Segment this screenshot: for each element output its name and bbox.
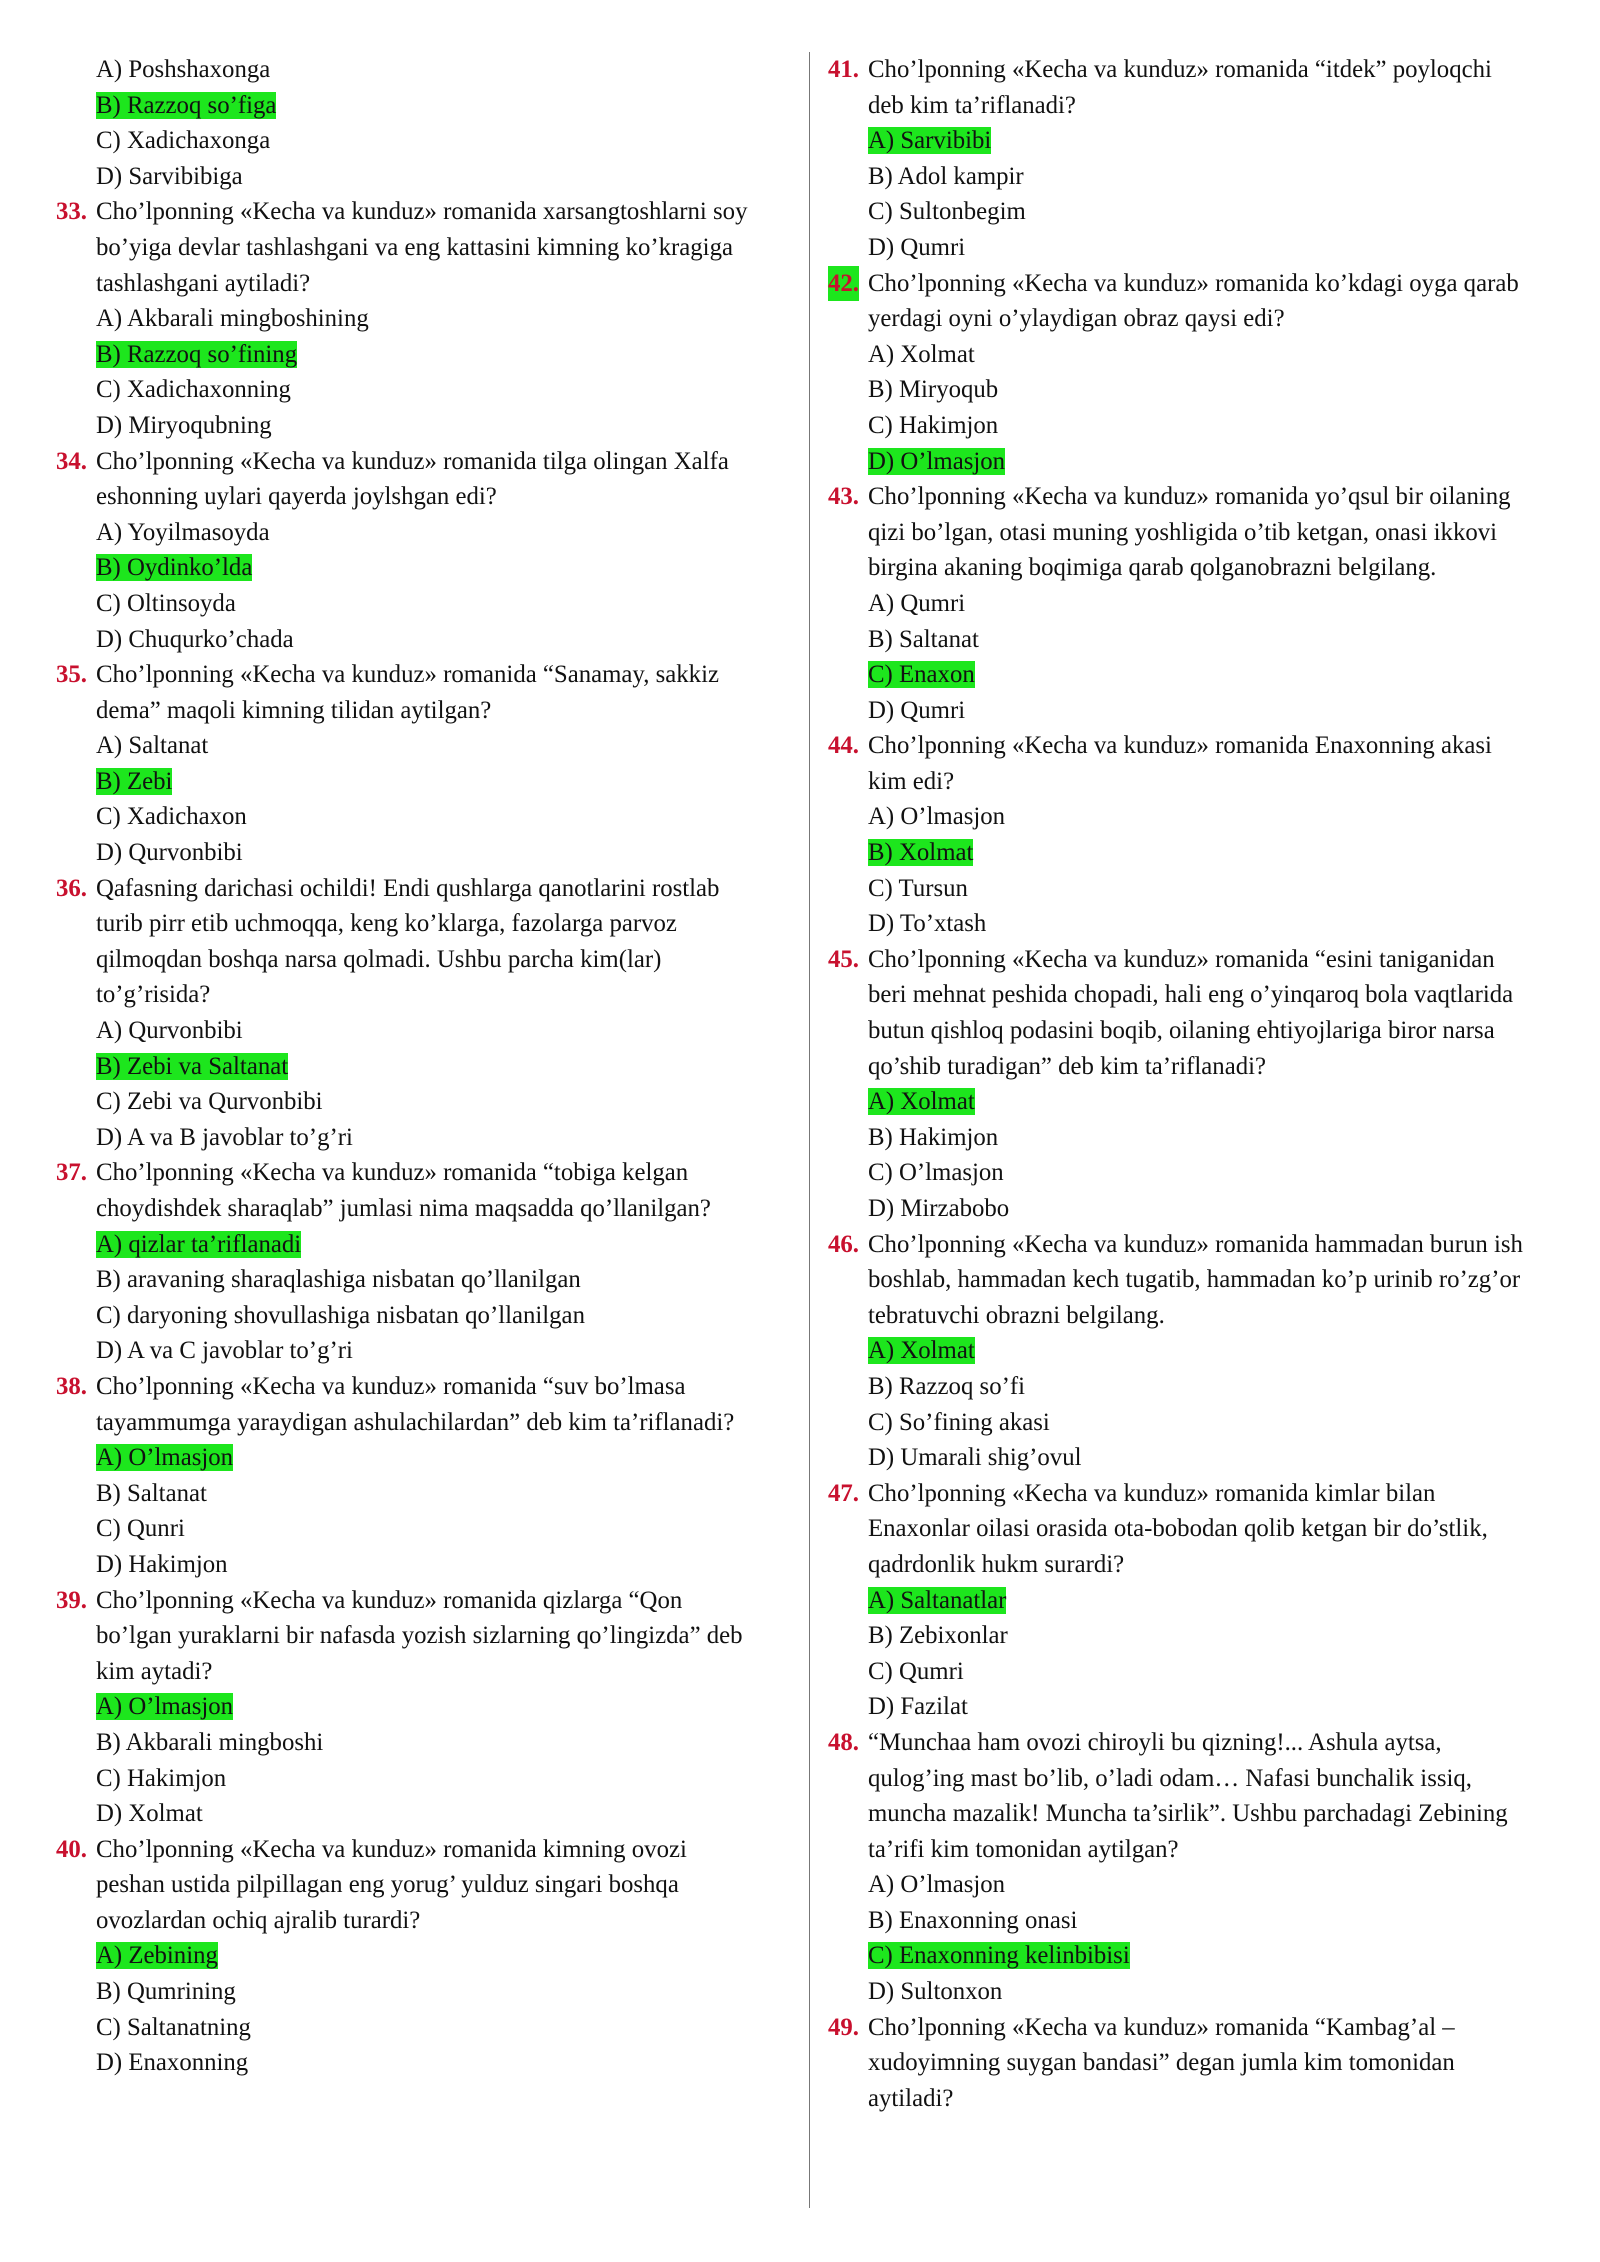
question-block [56, 444, 756, 658]
answer-option-label: D) Qurvonbibi [96, 839, 243, 867]
answer-option-label: A) Xolmat [868, 340, 975, 368]
answer-option-label: A) Yoyilmasoyda [96, 518, 270, 546]
question-block [56, 1369, 756, 1583]
answer-option-label: A) Poshshaxonga [96, 56, 271, 83]
question-block [828, 1476, 1528, 1725]
answer-option-label: D) Enaxonning [96, 2049, 249, 2077]
answer-option-correct [56, 550, 756, 586]
question-block [56, 657, 756, 871]
answer-option [828, 693, 1528, 729]
answer-option [56, 1298, 756, 1334]
question-number: 47. [828, 1479, 859, 1507]
answer-option [828, 337, 1528, 373]
question-text: Cho’lponning «Kecha va kunduz» romanida “Sanamay, sakkiz dema” maqoli kimning tilidan aytilgan? [96, 661, 719, 724]
answer-option-label: C) Hakimjon [96, 1764, 227, 1792]
answer-option [828, 906, 1528, 942]
question-number: 42. [828, 266, 859, 302]
question-text: Cho’lponning «Kecha va kunduz» romanida “itdek” poyloqchi deb kim ta’riflanadi? [868, 56, 1492, 119]
answer-option-label: B) Qumrining [96, 1978, 236, 2006]
answer-option-correct [56, 88, 756, 124]
question-number: 35. [56, 661, 87, 689]
answer-option-label: C) Xadichaxonga [96, 127, 271, 155]
right-column [828, 52, 1528, 2116]
question [56, 1155, 756, 1226]
answer-option-correct [56, 1938, 756, 1974]
answer-option-label: D) Hakimjon [96, 1550, 228, 1578]
question-number: 36. [56, 874, 87, 902]
question-block [828, 266, 1528, 480]
answer-option [828, 408, 1528, 444]
question-text: Cho’lponning «Kecha va kunduz» romanida “esini taniganidan beri mehnat peshida chopadi, hali eng o’yinqaroq bola vaqtlarida butun qishloq podasini boqib, oilaning ehtiyojlariga biror narsa qo’shib turadigan” deb kim ta’riflanadi? [868, 945, 1514, 1080]
answer-option-label: C) Oltinsoyda [96, 589, 236, 617]
answer-option-label: D) To’xtash [868, 910, 987, 938]
answer-option [56, 586, 756, 622]
answer-option-label: B) aravaning sharaqlashiga nisbatan qo’llanilgan [96, 1266, 581, 1294]
question-text: Cho’lponning «Kecha va kunduz» romanida yo’qsul bir oilaning qizi bo’lgan, otasi muning yoshligida o’tib ketgan, onasi ikkovi birgina akaning boqimiga qarab qolganobrazni belgilang. [868, 483, 1511, 582]
column-divider [809, 52, 810, 2208]
question [828, 2010, 1528, 2117]
answer-option-label: C) Enaxon [868, 661, 975, 689]
question-text: Cho’lponning «Kecha va kunduz» romanida hammadan burun ish boshlab, hammadan kech tugatib, hammadan ko’p urinib ro’zg’or tebratuvchi obrazni belgilang. [868, 1230, 1523, 1329]
answer-option [56, 1974, 756, 2010]
answer-option [828, 1155, 1528, 1191]
answer-option-label: D) Sultonxon [868, 1978, 1003, 2006]
answer-option [56, 1796, 756, 1832]
answer-option [828, 1654, 1528, 1690]
question [828, 1476, 1528, 1583]
question-text: Cho’lponning «Kecha va kunduz» romanida kimning ovozi peshan ustida pilpillagan eng yorug’ yulduz singari boshqa ovozlardan ochiq ajralib turardi? [96, 1835, 687, 1934]
question-block [56, 1832, 756, 2081]
answer-option-label: A) Xolmat [868, 1088, 975, 1116]
answer-option-correct [56, 1049, 756, 1085]
answer-option [56, 1120, 756, 1156]
answer-option [828, 1440, 1528, 1476]
answer-option-label: D) Qumri [868, 696, 966, 724]
answer-option-label: B) Razzoq so’figa [96, 91, 277, 119]
question-number: 46. [828, 1230, 859, 1258]
question [828, 942, 1528, 1084]
question-block [56, 52, 756, 194]
answer-option-label: D) Sarvibibiga [96, 162, 243, 190]
answer-option [56, 1761, 756, 1797]
question-number: 37. [56, 1159, 87, 1187]
answer-option-correct [828, 1084, 1528, 1120]
question-text: Cho’lponning «Kecha va kunduz» romanida “Kambag’al – xudoyimning suygan bandasi” degan jumla kim tomonidan aytiladi? [868, 2013, 1455, 2112]
answer-option [56, 1333, 756, 1369]
answer-option [828, 799, 1528, 835]
answer-option-correct [56, 337, 756, 373]
answer-option-label: A) Sarvibibi [868, 127, 992, 155]
answer-option-label: D) A va C javoblar to’g’ri [96, 1337, 353, 1365]
answer-option [56, 622, 756, 658]
answer-option [828, 159, 1528, 195]
answer-option-label: B) Zebi va Saltanat [96, 1052, 289, 1080]
question-number: 38. [56, 1372, 87, 1400]
answer-option-label: C) Tursun [868, 874, 968, 902]
question [56, 1583, 756, 1690]
answer-option [828, 1369, 1528, 1405]
answer-option-label: A) Zebining [96, 1942, 218, 1970]
answer-option-label: B) Saltanat [96, 1479, 207, 1507]
answer-option-label: D) Chuqurko’chada [96, 625, 294, 653]
question-block [828, 942, 1528, 1227]
question [56, 1369, 756, 1440]
answer-option-label: D) Umarali shig’ovul [868, 1444, 1082, 1472]
answer-option-label: C) O’lmasjon [868, 1159, 1004, 1187]
answer-option-correct [828, 123, 1528, 159]
answer-option [56, 1547, 756, 1583]
answer-option-correct [828, 1583, 1528, 1619]
question-text: Cho’lponning «Kecha va kunduz» romanida qizlarga “Qon bo’lgan yuraklarni bir nafasda yozish sizlarning qo’lingizda” deb kim aytadi? [96, 1586, 743, 1685]
answer-option [56, 835, 756, 871]
question-number: 44. [828, 732, 859, 760]
question [828, 479, 1528, 586]
answer-option [828, 1974, 1528, 2010]
question-text: Cho’lponning «Kecha va kunduz» romanida xarsangtoshlarni soy bo’yiga devlar tashlashgani va eng kattasini kimning ko’kragiga tashlashgani aytiladi? [96, 198, 748, 297]
answer-option-label: D) A va B javoblar to’g’ri [96, 1123, 353, 1151]
answer-option [56, 1013, 756, 1049]
answer-option-label: A) Xolmat [868, 1337, 975, 1365]
question-block [828, 2010, 1528, 2117]
answer-option-label: C) Zebi va Qurvonbibi [96, 1088, 323, 1116]
answer-option-label: B) Saltanat [868, 625, 979, 653]
answer-option [56, 408, 756, 444]
answer-option-label: A) Saltanatlar [868, 1586, 1007, 1614]
answer-option [56, 2010, 756, 2046]
question [828, 1725, 1528, 1867]
question-number: 33. [56, 198, 87, 226]
answer-option-label: B) Adol kampir [868, 162, 1024, 190]
answer-option-label: D) Fazilat [868, 1693, 968, 1721]
question-number: 49. [828, 2013, 859, 2041]
question [56, 194, 756, 301]
answer-option-label: A) Qumri [868, 589, 966, 617]
answer-option-label: B) Zebi [96, 767, 173, 795]
answer-option-correct [828, 835, 1528, 871]
question-text: Cho’lponning «Kecha va kunduz» romanida “tobiga kelgan choydishdek sharaqlab” jumlasi nima maqsadda qo’llanilgan? [96, 1159, 711, 1222]
answer-option [828, 1120, 1528, 1156]
answer-option-label: D) Xolmat [96, 1800, 203, 1828]
answer-option [56, 159, 756, 195]
answer-option [56, 372, 756, 408]
answer-option [56, 52, 756, 88]
question-block [828, 479, 1528, 728]
question-number: 45. [828, 945, 859, 973]
answer-option [828, 586, 1528, 622]
question-number: 48. [828, 1728, 859, 1756]
question [828, 1227, 1528, 1334]
question-text: Qafasning darichasi ochildi! Endi qushlarga qanotlarini rostlab turib pirr etib uchmoqqa, keng ko’klarga, fazolarga parvoz qilmoqdan boshqa narsa qolmadi. Ushbu parcha kim(lar) to’g’risida? [96, 874, 720, 1009]
answer-option-correct [56, 1689, 756, 1725]
question-block [56, 1583, 756, 1832]
question-number: 40. [56, 1835, 87, 1863]
answer-option-label: A) O’lmasjon [868, 1871, 1006, 1899]
answer-option-label: C) So’fining akasi [868, 1408, 1050, 1436]
answer-option [56, 799, 756, 835]
question [828, 266, 1528, 337]
answer-option-correct [828, 1333, 1528, 1369]
answer-option [56, 1511, 756, 1547]
answer-option [56, 301, 756, 337]
answer-option [56, 1084, 756, 1120]
answer-option [56, 515, 756, 551]
question-text: Cho’lponning «Kecha va kunduz» romanida kimlar bilan Enaxonlar oilasi orasida ota-bobodan qolib ketgan bir do’stlik, qadrdonlik hukm surardi? [868, 1479, 1488, 1578]
answer-option [56, 1262, 756, 1298]
question-number: 34. [56, 447, 87, 475]
question [56, 871, 756, 1013]
answer-option-label: A) O’lmasjon [96, 1693, 234, 1721]
answer-option-label: B) Oydinko’lda [96, 554, 253, 582]
answer-option-label: C) Hakimjon [868, 411, 999, 439]
answer-option-label: A) qizlar ta’riflanadi [96, 1230, 302, 1258]
answer-option-correct [56, 1227, 756, 1263]
answer-option-label: D) O’lmasjon [868, 447, 1006, 475]
answer-option [828, 194, 1528, 230]
answer-option-label: C) Sultonbegim [868, 198, 1026, 226]
question-text: Cho’lponning «Kecha va kunduz» romanida Enaxonning akasi kim edi? [868, 732, 1492, 795]
answer-option-label: B) Hakimjon [868, 1123, 999, 1151]
answer-option-label: B) Miryoqub [868, 376, 999, 404]
question [828, 52, 1528, 123]
answer-option-label: B) Akbarali mingboshi [96, 1728, 324, 1756]
answer-option-label: B) Zebixonlar [868, 1622, 1008, 1650]
answer-option-correct [56, 764, 756, 800]
answer-option-label: A) O’lmasjon [96, 1444, 234, 1472]
answer-option-label: B) Xolmat [868, 839, 974, 867]
answer-option-label: B) Enaxonning onasi [868, 1906, 1078, 1934]
answer-option [828, 622, 1528, 658]
answer-option [828, 230, 1528, 266]
question-block [828, 1725, 1528, 2010]
question-text: Cho’lponning «Kecha va kunduz» romanida tilga olingan Xalfa eshonning uylari qayerda joylshgan edi? [96, 447, 729, 511]
answer-option-label: A) Qurvonbibi [96, 1017, 243, 1045]
answer-option [828, 1405, 1528, 1441]
question-block [828, 1227, 1528, 1476]
answer-option-correct [828, 1938, 1528, 1974]
question-block [828, 728, 1528, 942]
question-text: Cho’lponning «Kecha va kunduz» romanida “suv bo’lmasa tayammumga yaraydigan ashulachilardan” deb kim ta’riflanadi? [96, 1372, 735, 1436]
left-column [56, 52, 756, 2081]
question-block [56, 1155, 756, 1369]
answer-option-label: D) Mirzabobo [868, 1195, 1010, 1222]
question [56, 1832, 756, 1939]
answer-option-label: B) Razzoq so’fining [96, 340, 298, 368]
answer-option [828, 1191, 1528, 1227]
question-text: Cho’lponning «Kecha va kunduz» romanida ko’kdagi oyga qarab yerdagi oyni o’ylaydigan obraz qaysi edi? [868, 269, 1519, 333]
answer-option [828, 1618, 1528, 1654]
question-number: 39. [56, 1586, 87, 1614]
answer-option-label: C) Qumri [868, 1657, 964, 1685]
answer-option [828, 1689, 1528, 1725]
answer-option-label: A) Akbarali mingboshining [96, 305, 369, 333]
answer-option-label: C) Xadichaxonning [96, 376, 291, 404]
answer-option [56, 1725, 756, 1761]
answer-option [56, 728, 756, 764]
answer-option-label: D) Qumri [868, 233, 966, 261]
answer-option-label: C) Xadichaxon [96, 803, 247, 831]
answer-option [828, 372, 1528, 408]
answer-option-label: A) Saltanat [96, 732, 209, 760]
question [56, 444, 756, 515]
answer-option-label: B) Razzoq so’fi [868, 1372, 1026, 1400]
question-block [56, 194, 756, 443]
answer-option-label: C) daryoning shovullashiga nisbatan qo’llanilgan [96, 1301, 585, 1329]
answer-option [828, 1903, 1528, 1939]
question-block [56, 871, 756, 1156]
answer-option-label: C) Qunri [96, 1515, 185, 1543]
question [828, 728, 1528, 799]
answer-option-correct [828, 444, 1528, 480]
answer-option [56, 1476, 756, 1512]
question-number: 43. [828, 483, 859, 511]
question [56, 657, 756, 728]
answer-option-label: C) Saltanatning [96, 2013, 251, 2041]
answer-option [56, 123, 756, 159]
answer-option-correct [828, 657, 1528, 693]
answer-option-correct [56, 1440, 756, 1476]
answer-option-label: A) O’lmasjon [868, 803, 1006, 831]
answer-option-label: C) Enaxonning kelinbibisi [868, 1942, 1130, 1970]
answer-option-label: D) Miryoqubning [96, 411, 272, 439]
answer-option [828, 1867, 1528, 1903]
question-block [828, 52, 1528, 266]
question-text: “Munchaa ham ovozi chiroyli bu qizning!... Ashula aytsa, qulog’ing mast bo’lib, o’ladi odam… Nafasi bunchalik issiq, muncha mazalik! Muncha ta’sirlik”. Ushbu parchadagi Zebining ta’rifi kim tomonidan aytilgan? [868, 1728, 1508, 1863]
question-number: 41. [828, 56, 859, 83]
answer-option [56, 2045, 756, 2081]
answer-option [828, 871, 1528, 907]
